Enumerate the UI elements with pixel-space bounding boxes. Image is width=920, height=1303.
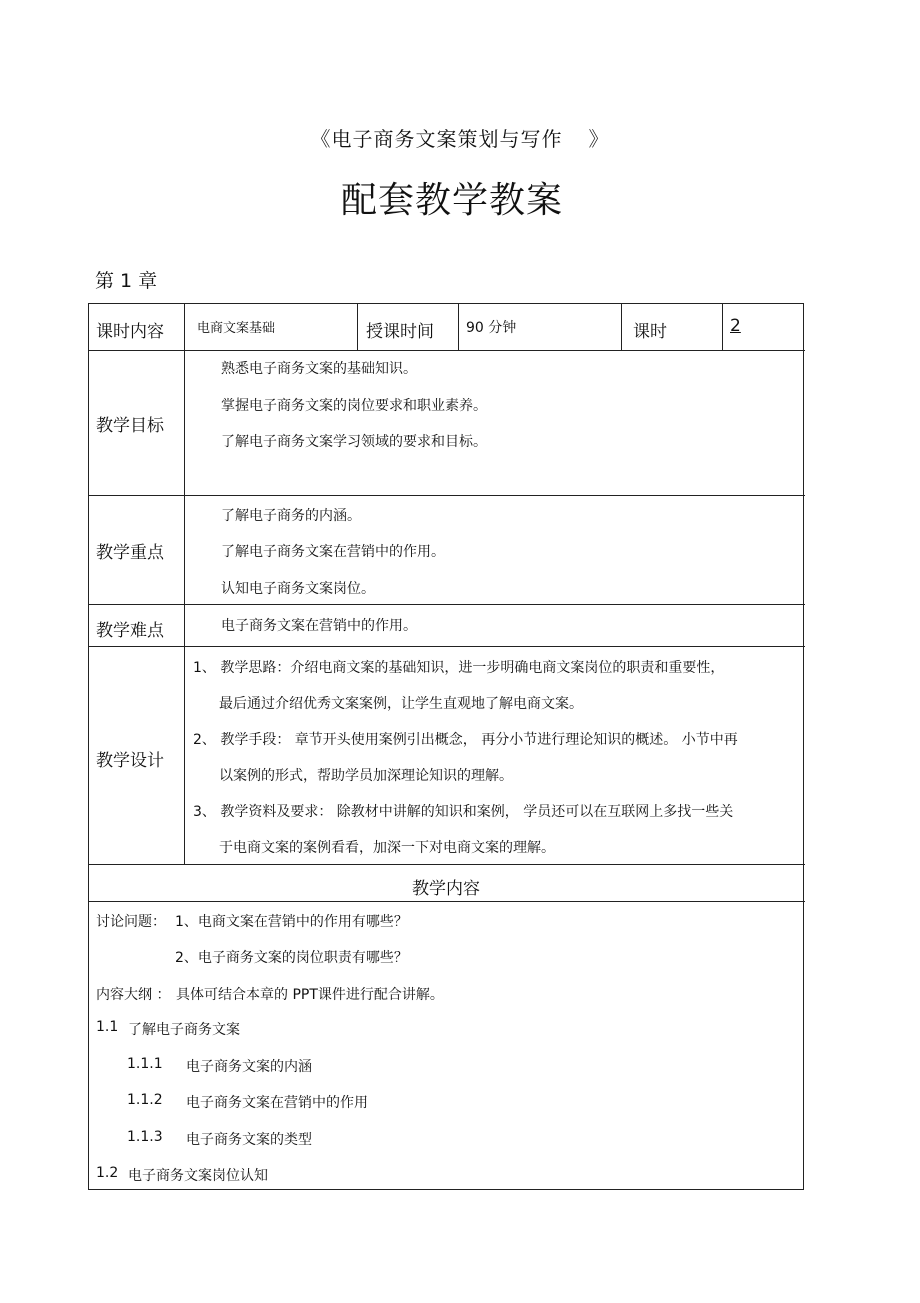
difficulties-label: 教学难点 bbox=[96, 621, 164, 641]
document-title: 配套教学教案 bbox=[340, 180, 563, 221]
section-title: 电子商务文案在营销中的作用 bbox=[186, 1095, 368, 1111]
subtitle-open-bracket: 《 bbox=[310, 127, 332, 151]
row-divider bbox=[89, 901, 805, 902]
course-value: 电商文案基础 bbox=[197, 321, 276, 336]
column-divider bbox=[458, 304, 459, 350]
row-divider bbox=[89, 646, 805, 647]
section-number: 1.2 bbox=[96, 1165, 119, 1181]
subtitle-close-bracket: 》 bbox=[588, 127, 610, 151]
design-line: 1、 教学思路：介绍电商文案的基础知识，进一步明确电商文案岗位的职责和重要性， bbox=[193, 660, 725, 676]
lesson-plan-table bbox=[88, 303, 804, 1190]
section-number: 1.1.2 bbox=[127, 1092, 163, 1108]
section-title: 了解电子商务文案 bbox=[128, 1022, 240, 1038]
outline-text: 具体可结合本章的 PPT课件进行配合讲解。 bbox=[176, 987, 444, 1003]
design-line: 3、 教学资料及要求： 除教材中讲解的知识和案例， 学员还可以在互联网上多找一些关 bbox=[193, 804, 734, 820]
discussion-question: 2、电子商务文案的岗位职责有哪些？ bbox=[175, 950, 408, 966]
design-label: 教学设计 bbox=[96, 751, 164, 771]
key-point-item: 了解电子商务的内涵。 bbox=[221, 508, 361, 524]
chapter-heading: 第 1 章 bbox=[95, 270, 158, 292]
course-label: 课时内容 bbox=[96, 322, 164, 342]
subtitle-text: 电子商务文案策划与写作 bbox=[331, 127, 563, 151]
design-line: 以案例的形式，帮助学员加深理论知识的理解。 bbox=[219, 768, 513, 784]
key-points-label: 教学重点 bbox=[96, 543, 164, 563]
objectives-label: 教学目标 bbox=[96, 416, 164, 436]
hours-label: 课时 bbox=[633, 322, 667, 342]
row-divider bbox=[89, 495, 805, 496]
time-label: 授课时间 bbox=[366, 322, 434, 342]
hours-value: 2 bbox=[730, 316, 741, 336]
design-line: 2、 教学手段： 章节开头使用案例引出概念， 再分小节进行理论知识的概述。 小节中再 bbox=[193, 732, 738, 748]
discussion-question: 1、电商文案在营销中的作用有哪些？ bbox=[175, 914, 408, 930]
section-title: 电子商务文案的类型 bbox=[186, 1132, 312, 1148]
design-line: 最后通过介绍优秀文案案例，让学生直观地了解电商文案。 bbox=[219, 696, 583, 712]
section-number: 1.1.1 bbox=[127, 1056, 163, 1072]
discussion-label: 讨论问题： bbox=[96, 914, 166, 930]
content-heading: 教学内容 bbox=[412, 879, 480, 899]
objective-item: 熟悉电子商务文案的基础知识。 bbox=[221, 361, 417, 377]
section-number: 1.1.3 bbox=[127, 1129, 163, 1145]
row-divider bbox=[89, 350, 805, 351]
objective-item: 了解电子商务文案学习领域的要求和目标。 bbox=[221, 434, 487, 450]
document-subtitle bbox=[0, 123, 920, 152]
time-value: 90 分钟 bbox=[466, 320, 517, 336]
objective-item: 掌握电子商务文案的岗位要求和职业素养。 bbox=[221, 398, 487, 414]
column-divider bbox=[357, 304, 358, 350]
section-title: 电子商务文案岗位认知 bbox=[128, 1168, 268, 1184]
difficulties-text: 电子商务文案在营销中的作用。 bbox=[221, 618, 417, 634]
row-divider bbox=[89, 864, 805, 865]
design-line: 于电商文案的案例看看，加深一下对电商文案的理解。 bbox=[219, 840, 555, 856]
key-point-item: 认知电子商务文案岗位。 bbox=[221, 581, 375, 597]
outline-label: 内容大纲 ： bbox=[96, 987, 171, 1003]
column-divider bbox=[722, 304, 723, 350]
column-divider bbox=[184, 304, 185, 864]
section-number: 1.1 bbox=[96, 1019, 119, 1035]
row-divider bbox=[89, 604, 805, 605]
key-point-item: 了解电子商务文案在营销中的作用。 bbox=[221, 544, 445, 560]
section-title: 电子商务文案的内涵 bbox=[186, 1059, 312, 1075]
column-divider bbox=[621, 304, 622, 350]
